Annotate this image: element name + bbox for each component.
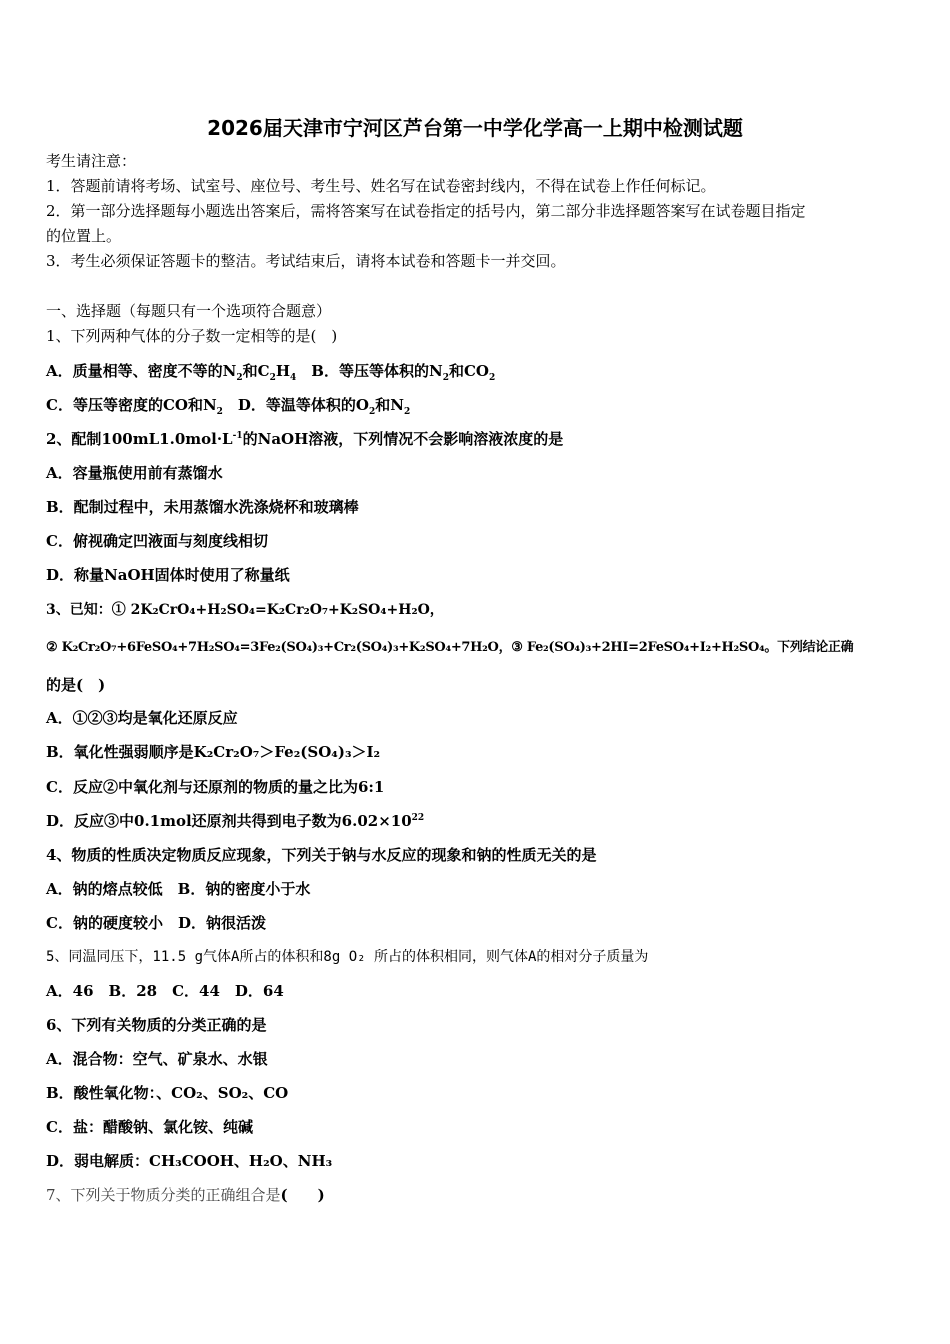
q1-options-cd: C．等压等密度的CO和$N_2$ D．等温等体积的$O_2$和$N_2$	[46, 396, 411, 417]
q2-option-a: A．容量瓶使用前有蒸馏水	[46, 464, 223, 482]
q6-option-c: C．盐：醋酸钠、氯化铵、纯碱	[46, 1118, 253, 1136]
q2-option-b: B．配制过程中，未用蒸馏水洗涤烧杯和玻璃棒	[46, 498, 359, 516]
q4-options-cd: C．钠的硬度较小 D．钠很活泼	[46, 914, 266, 932]
page-title: 2026届天津市宁河区芦台第一中学化学高一上期中检测试题	[207, 116, 743, 140]
notice-item-2-cont: 的位置上。	[46, 227, 122, 245]
q6-option-a: A．混合物：空气、矿泉水、水银	[46, 1050, 268, 1068]
q6-stem: 6、下列有关物质的分类正确的是	[46, 1016, 267, 1034]
section-heading: 一、选择题（每题只有一个选项符合题意）	[46, 302, 332, 320]
q3-option-a: A．①②③均是氧化还原反应	[46, 709, 238, 727]
notice-item-2: 2．第一部分选择题每小题选出答案后，需将答案写在试卷指定的括号内，第二部分非选择题答案写在试卷题目指定	[46, 202, 806, 220]
notice-item-3: 3．考生必须保证答题卡的整洁。考试结束后，请将本试卷和答题卡一并交回。	[46, 252, 566, 270]
q7-stem: 7、下列关于物质分类的正确组合是( )	[46, 1186, 325, 1204]
q4-options-ab: A．钠的熔点较低 B．钠的密度小于水	[46, 880, 311, 898]
q2-option-d: D．称量NaOH固体时使用了称量纸	[46, 566, 290, 584]
q6-option-d: D．弱电解质：CH₃COOH、H₂O、NH₃	[46, 1152, 333, 1170]
q3-option-b: B．氧化性强弱顺序是K₂Cr₂O₇＞Fe₂(SO₄)₃＞I₂	[46, 743, 381, 761]
q3-line-2: ② K₂Cr₂O₇+6FeSO₄+7H₂SO₄=3Fe₂(SO₄)₃+Cr₂(SO₄)₃+K₂SO₄+7H₂O，③ Fe₂(SO₄)₃+2HI=2FeSO₄+I₂+H₂SO₄。下列结论正确	[46, 640, 854, 655]
q5-stem: 5、同温同压下，11.5 g气体A所占的体积和8g O₂ 所占的体积相同，则气体A的相对分子质量为	[46, 949, 649, 965]
q1-options-ab: A．质量相等、密度不等的$N_2$和$C_2H_4$ B．等压等体积的$N_2$和$CO_2$	[46, 362, 496, 383]
q3-option-d: D．反应③中0.1mol还原剂共得到电子数为$6.02\times 10^{22}$	[46, 812, 425, 830]
notice-item-1: 1．答题前请将考场、试室号、座位号、考生号、姓名写在试卷密封线内，不得在试卷上作任何标记。	[46, 177, 716, 195]
q1-stem: 1、下列两种气体的分子数一定相等的是( )	[46, 327, 338, 345]
q4-stem: 4、物质的性质决定物质反应现象，下列关于钠与水反应的现象和钠的性质无关的是	[46, 846, 597, 864]
q5-options: A．46 B．28 C．44 D．64	[46, 982, 284, 1000]
q2-stem: 2、配制$100mL1.0mol\cdot L^{-1}$的NaOH溶液，下列情况不会影响溶液浓度的是	[46, 430, 564, 448]
q3-line-3: 的是( )	[46, 676, 106, 694]
q3-option-c: C．反应②中氧化剂与还原剂的物质的量之比为6:1	[46, 778, 385, 796]
q3-line-1: 3、已知：① 2K₂CrO₄+H₂SO₄=K₂Cr₂O₇+K₂SO₄+H₂O，	[46, 602, 444, 618]
q2-option-c: C．俯视确定凹液面与刻度线相切	[46, 532, 268, 550]
notice-heading: 考生请注意：	[46, 152, 137, 170]
q6-option-b: B．酸性氧化物：、CO₂、SO₂、CO	[46, 1084, 289, 1102]
